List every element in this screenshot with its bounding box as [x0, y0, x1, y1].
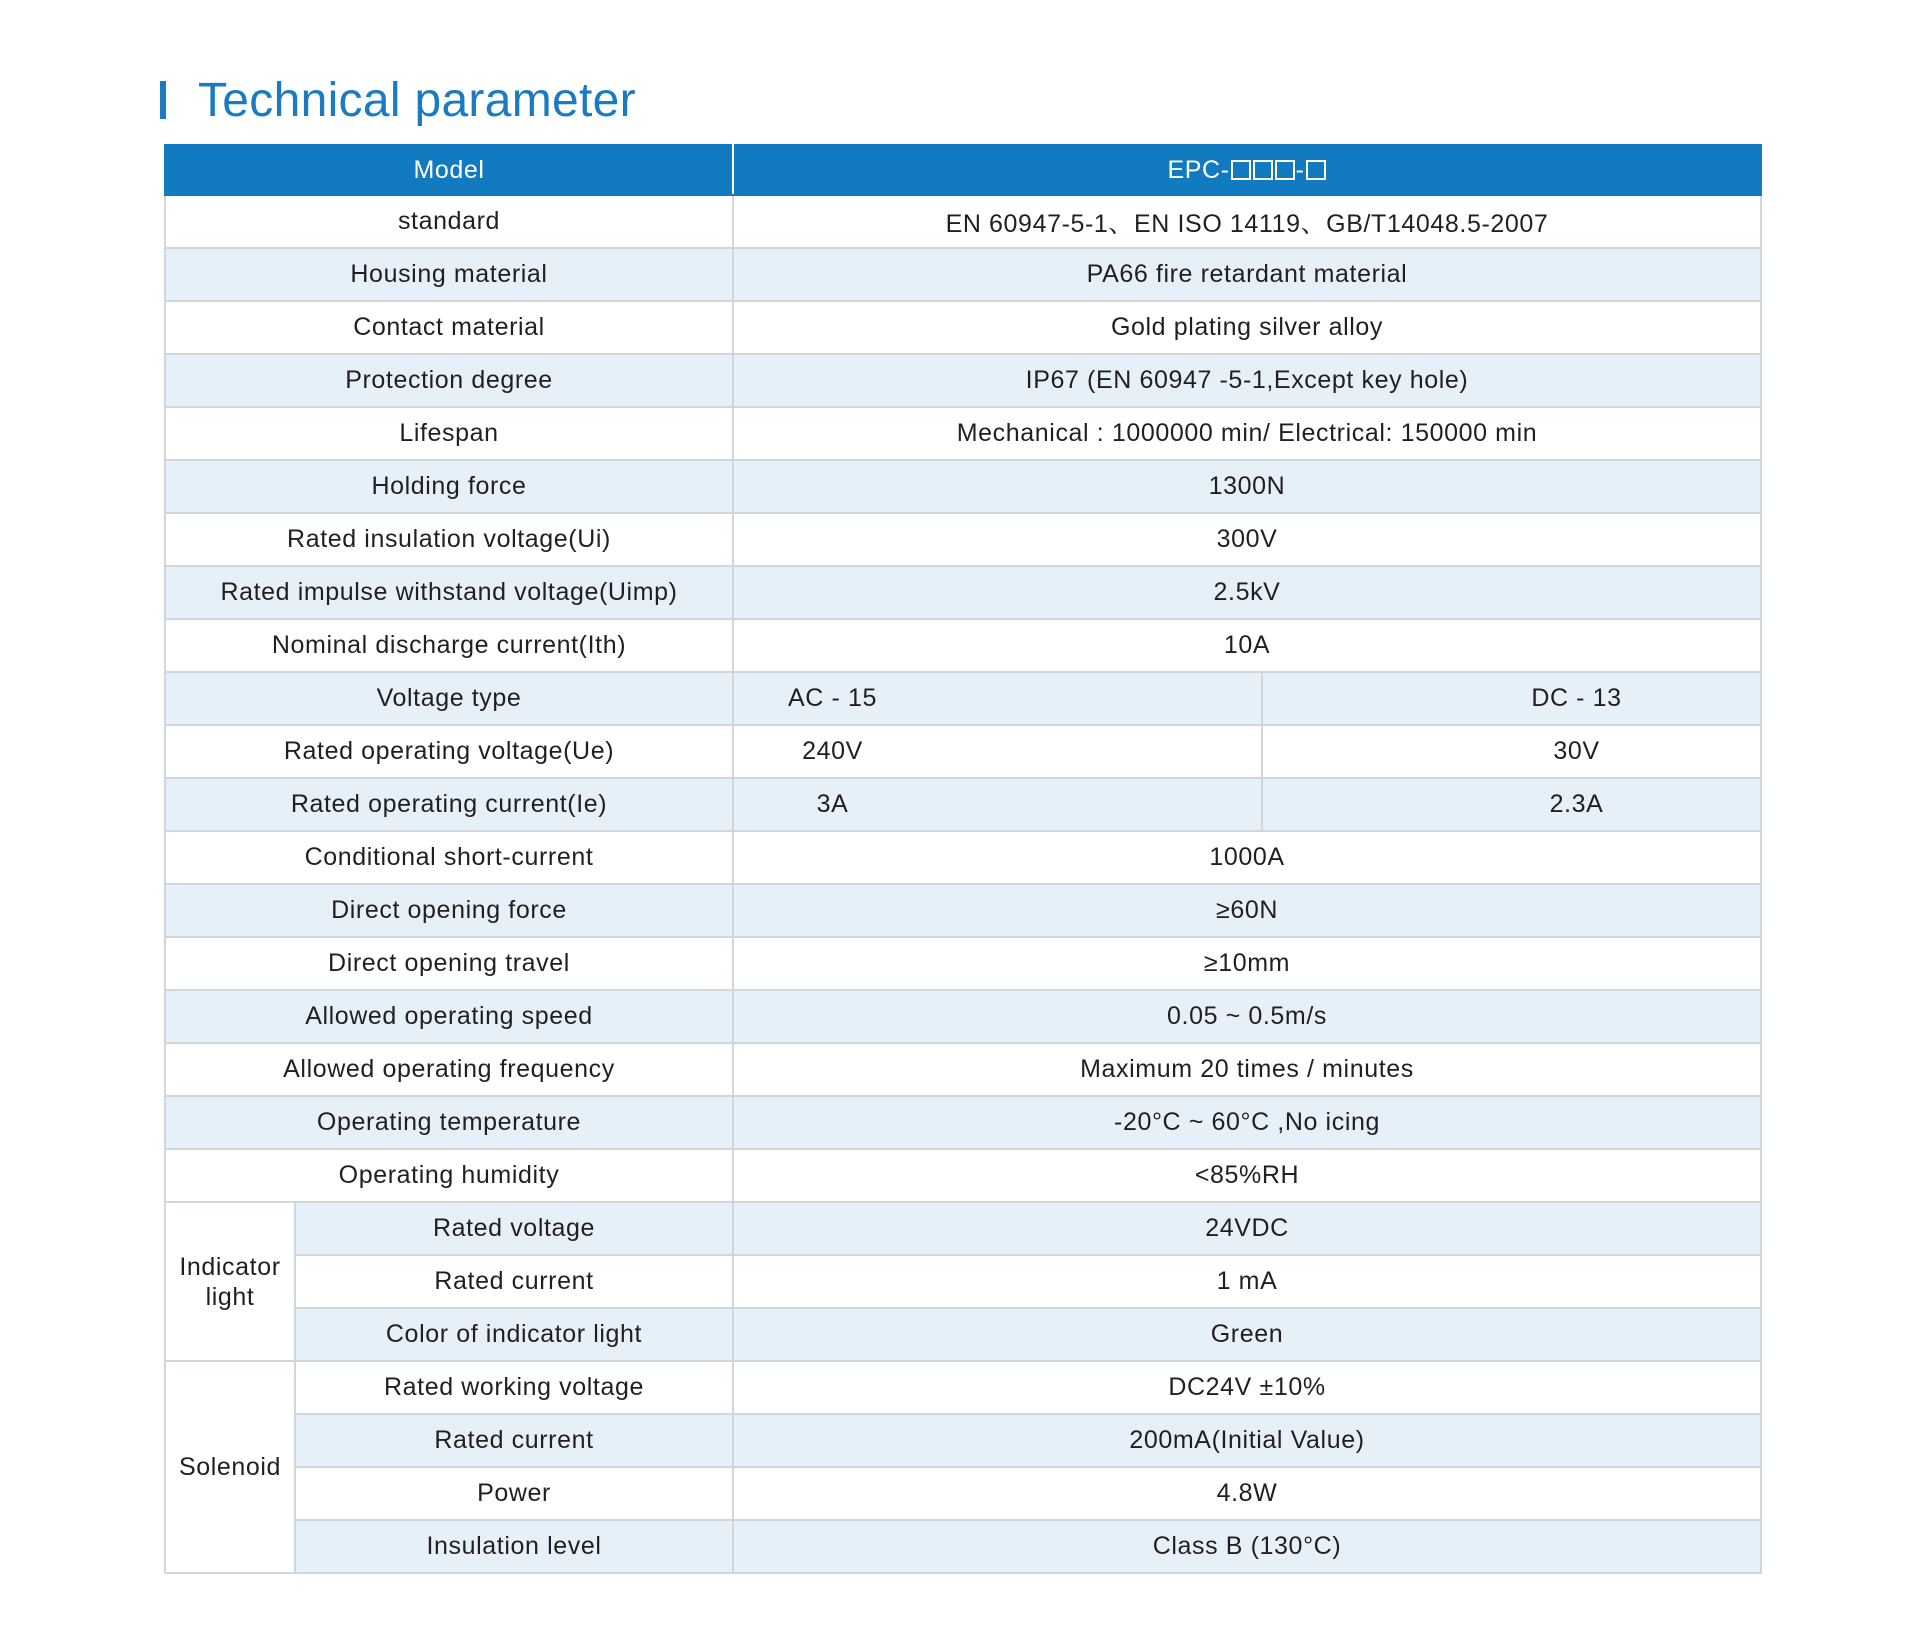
placeholder-box-icon [1231, 160, 1251, 180]
row-value: IP67 (EN 60947 -5-1,Except key hole) [733, 354, 1761, 407]
row-label: Rated insulation voltage(Ui) [165, 513, 733, 566]
row-label: Rated current [295, 1255, 733, 1308]
row-label: Rated working voltage [295, 1361, 733, 1414]
row-value: 300V [733, 513, 1761, 566]
row-label: Insulation level [295, 1520, 733, 1573]
row-label: Voltage type [165, 672, 733, 725]
table-row [165, 1520, 1761, 1573]
table-row [165, 1414, 1761, 1467]
row-value: Green [733, 1308, 1761, 1361]
table-row [165, 778, 1761, 831]
table-row [165, 1096, 1761, 1149]
row-label: Direct opening travel [165, 937, 733, 990]
row-label: Conditional short-current [165, 831, 733, 884]
row-value: Maximum 20 times / minutes [733, 1043, 1761, 1096]
row-label: Rated impulse withstand voltage(Uimp) [165, 566, 733, 619]
row-value-dc: 2.3A [1262, 778, 1761, 831]
row-label: Holding force [165, 460, 733, 513]
row-label: Contact material [165, 301, 733, 354]
row-label: Rated operating current(Ie) [165, 778, 733, 831]
row-value: 24VDC [733, 1202, 1761, 1255]
table-row [165, 354, 1761, 407]
row-value: EN 60947-5-1、EN ISO 14119、GB/T14048.5-2007 [733, 195, 1761, 248]
row-label: Allowed operating frequency [165, 1043, 733, 1096]
row-value-dc: 30V [1262, 725, 1761, 778]
page-title [160, 70, 636, 130]
table-row [165, 460, 1761, 513]
table-row [165, 1043, 1761, 1096]
row-value: 10A [733, 619, 1761, 672]
row-value-ac: 240V [733, 725, 1262, 778]
row-value: PA66 fire retardant material [733, 248, 1761, 301]
table-header-row [165, 145, 1761, 195]
table-row [165, 725, 1761, 778]
placeholder-box-icon [1253, 160, 1273, 180]
row-value: 1300N [733, 460, 1761, 513]
row-label: Lifespan [165, 407, 733, 460]
row-value: 1000A [733, 831, 1761, 884]
row-value: ≥10mm [733, 937, 1761, 990]
row-label: Operating temperature [165, 1096, 733, 1149]
row-label: Nominal discharge current(Ith) [165, 619, 733, 672]
row-label: Direct opening force [165, 884, 733, 937]
row-label: Color of indicator light [295, 1308, 733, 1361]
row-value: 1 mA [733, 1255, 1761, 1308]
row-label: Protection degree [165, 354, 733, 407]
row-value: Gold plating silver alloy [733, 301, 1761, 354]
row-value-dc: DC - 13 [1262, 672, 1761, 725]
table-row [165, 407, 1761, 460]
row-value: 0.05 ~ 0.5m/s [733, 990, 1761, 1043]
model-separator: - [1295, 155, 1305, 184]
table-row [165, 1202, 1761, 1255]
table-row [165, 619, 1761, 672]
row-value: 2.5kV [733, 566, 1761, 619]
table-row [165, 990, 1761, 1043]
table-row [165, 937, 1761, 990]
row-value-ac: AC - 15 [733, 672, 1262, 725]
table-row [165, 1308, 1761, 1361]
table-row [165, 566, 1761, 619]
row-label: Rated voltage [295, 1202, 733, 1255]
row-value: -20°C ~ 60°C ,No icing [733, 1096, 1761, 1149]
table-row [165, 1149, 1761, 1202]
table-row [165, 1467, 1761, 1520]
group-label-solenoid: Solenoid [165, 1361, 295, 1573]
table-row [165, 672, 1761, 725]
row-label: Allowed operating speed [165, 990, 733, 1043]
placeholder-box-icon [1275, 160, 1295, 180]
row-label: Rated operating voltage(Ue) [165, 725, 733, 778]
row-value: 200mA(Initial Value) [733, 1414, 1761, 1467]
title-accent-bar [160, 81, 166, 119]
table-row [165, 1255, 1761, 1308]
header-model-label: Model [165, 145, 733, 195]
table-row [165, 1361, 1761, 1414]
technical-parameter-table [164, 144, 1762, 1574]
header-model-code [733, 145, 1761, 195]
placeholder-box-icon [1306, 160, 1326, 180]
row-label: Housing material [165, 248, 733, 301]
table-row [165, 513, 1761, 566]
row-label: Operating humidity [165, 1149, 733, 1202]
row-value: <85%RH [733, 1149, 1761, 1202]
row-label: standard [165, 195, 733, 248]
row-label: Rated current [295, 1414, 733, 1467]
page-title-text: Technical parameter [198, 73, 636, 127]
table-row [165, 884, 1761, 937]
row-value-ac: 3A [733, 778, 1262, 831]
table-row [165, 195, 1761, 248]
table-row [165, 831, 1761, 884]
group-label-indicator-light: Indicator light [165, 1202, 295, 1361]
row-value: 4.8W [733, 1467, 1761, 1520]
row-value: ≥60N [733, 884, 1761, 937]
model-prefix: EPC- [1167, 155, 1230, 184]
row-value: Class B (130°C) [733, 1520, 1761, 1573]
table-row [165, 248, 1761, 301]
row-label: Power [295, 1467, 733, 1520]
row-value: Mechanical : 1000000 min/ Electrical: 150000 min [733, 407, 1761, 460]
row-value: DC24V ±10% [733, 1361, 1761, 1414]
table-row [165, 301, 1761, 354]
